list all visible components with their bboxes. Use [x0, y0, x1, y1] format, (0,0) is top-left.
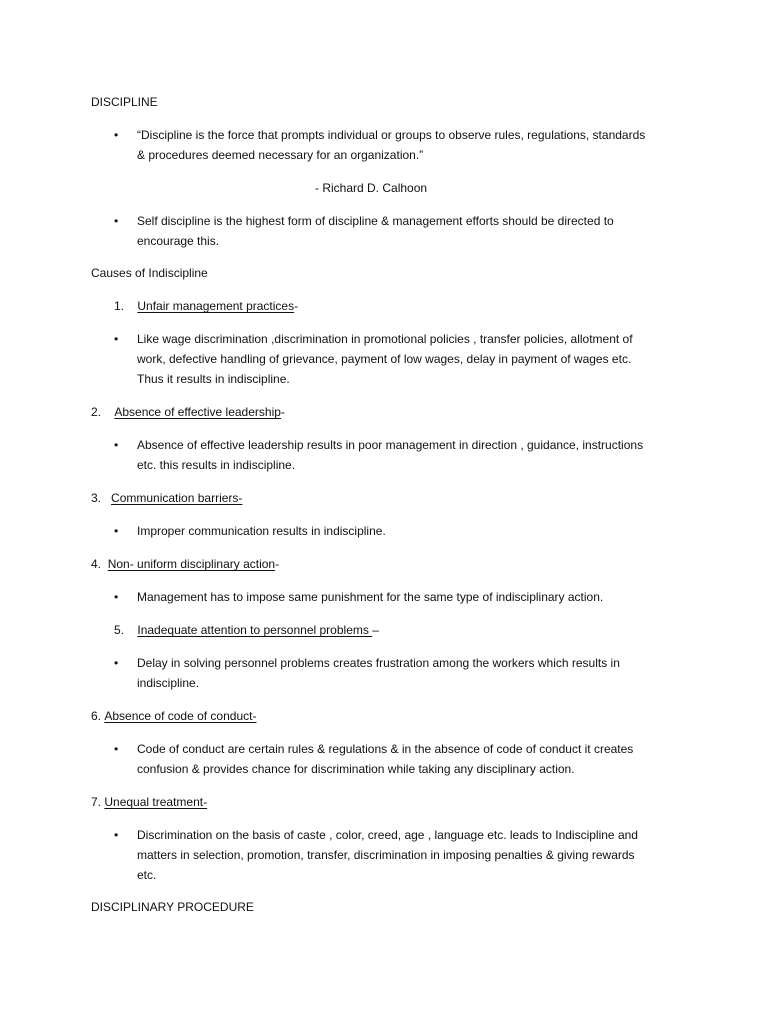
paragraph-line: Management has to impose same punishment for the same type of indisciplinary action. — [137, 590, 604, 604]
paragraph-line: etc. — [137, 868, 157, 882]
paragraph-line: indiscipline. — [137, 676, 200, 690]
cause-title: Absence of code of conduct- — [104, 709, 257, 723]
cause-heading — [114, 296, 298, 316]
section-title: DISCIPLINE — [91, 95, 158, 109]
paragraph-line: etc. this results in indiscipline. — [137, 458, 296, 472]
bullet: • — [114, 332, 119, 346]
paragraph-line: confusion & provides chance for discrimination while taking any disciplinary action. — [137, 762, 575, 776]
paragraph-line: Thus it results in indiscipline. — [137, 372, 290, 386]
cause-number: 4. — [91, 557, 102, 571]
bullet: • — [114, 656, 119, 670]
cause-number: 6. — [91, 709, 102, 723]
cause-suffix: - — [275, 557, 280, 571]
quote-line: “Discipline is the force that prompts individual or groups to observe rules, regulations, standards — [137, 128, 646, 142]
bullet: • — [114, 438, 119, 452]
cause-heading — [91, 554, 279, 574]
bullet: • — [114, 128, 119, 142]
cause-heading — [114, 620, 379, 640]
cause-number: 2. — [91, 405, 102, 419]
bullet: • — [114, 524, 119, 538]
cause-heading — [91, 488, 242, 508]
bullet: • — [114, 214, 119, 228]
bullet: • — [114, 742, 119, 756]
cause-number: 1. — [114, 299, 125, 313]
cause-suffix: - — [280, 405, 285, 419]
paragraph-line: Absence of effective leadership results in poor management in direction , guidance, instructions — [137, 438, 644, 452]
paragraph-line: work, defective handling of grievance, payment of low wages, delay in payment of wages etc. — [137, 352, 632, 366]
paragraph-line: encourage this. — [137, 234, 220, 248]
paragraph-line: Code of conduct are certain rules & regulations & in the absence of code of conduct it creates — [137, 742, 634, 756]
paragraph-line: Discrimination on the basis of caste , color, creed, age , language etc. leads to Indiscipline and — [137, 828, 638, 842]
cause-suffix: - — [294, 299, 299, 313]
cause-title: Absence of effective leadership — [114, 405, 281, 419]
bullet: • — [114, 590, 119, 604]
cause-title: Communication barriers- — [111, 491, 243, 505]
causes-heading: Causes of Indiscipline — [91, 266, 208, 280]
paragraph-line: Like wage discrimination ,discrimination in promotional policies , transfer policies, allotment of — [137, 332, 633, 346]
bullet: • — [114, 828, 119, 842]
cause-suffix: – — [372, 623, 379, 637]
quote-attribution: - Richard D. Calhoon — [315, 181, 428, 195]
paragraph-line: Self discipline is the highest form of discipline & management efforts should be directed to — [137, 214, 614, 228]
section-title: DISCIPLINARY PROCEDURE — [91, 900, 254, 914]
cause-number: 7. — [91, 795, 102, 809]
cause-title: Inadequate attention to personnel problems — [137, 623, 373, 637]
paragraph-line: Delay in solving personnel problems creates frustration among the workers which results in — [137, 656, 620, 670]
cause-heading — [91, 402, 285, 422]
cause-heading — [91, 706, 256, 726]
cause-title: Unequal treatment- — [104, 795, 208, 809]
paragraph-line: matters in selection, promotion, transfer, discrimination in imposing penalties & giving rewards — [137, 848, 635, 862]
cause-heading — [91, 792, 207, 812]
cause-number: 3. — [91, 491, 102, 505]
cause-title: Non- uniform disciplinary action — [107, 557, 276, 571]
cause-number: 5. — [114, 623, 125, 637]
paragraph-line: Improper communication results in indiscipline. — [137, 524, 386, 538]
quote-line: & procedures deemed necessary for an organization.” — [137, 148, 424, 162]
cause-title: Unfair management practices — [137, 299, 295, 313]
